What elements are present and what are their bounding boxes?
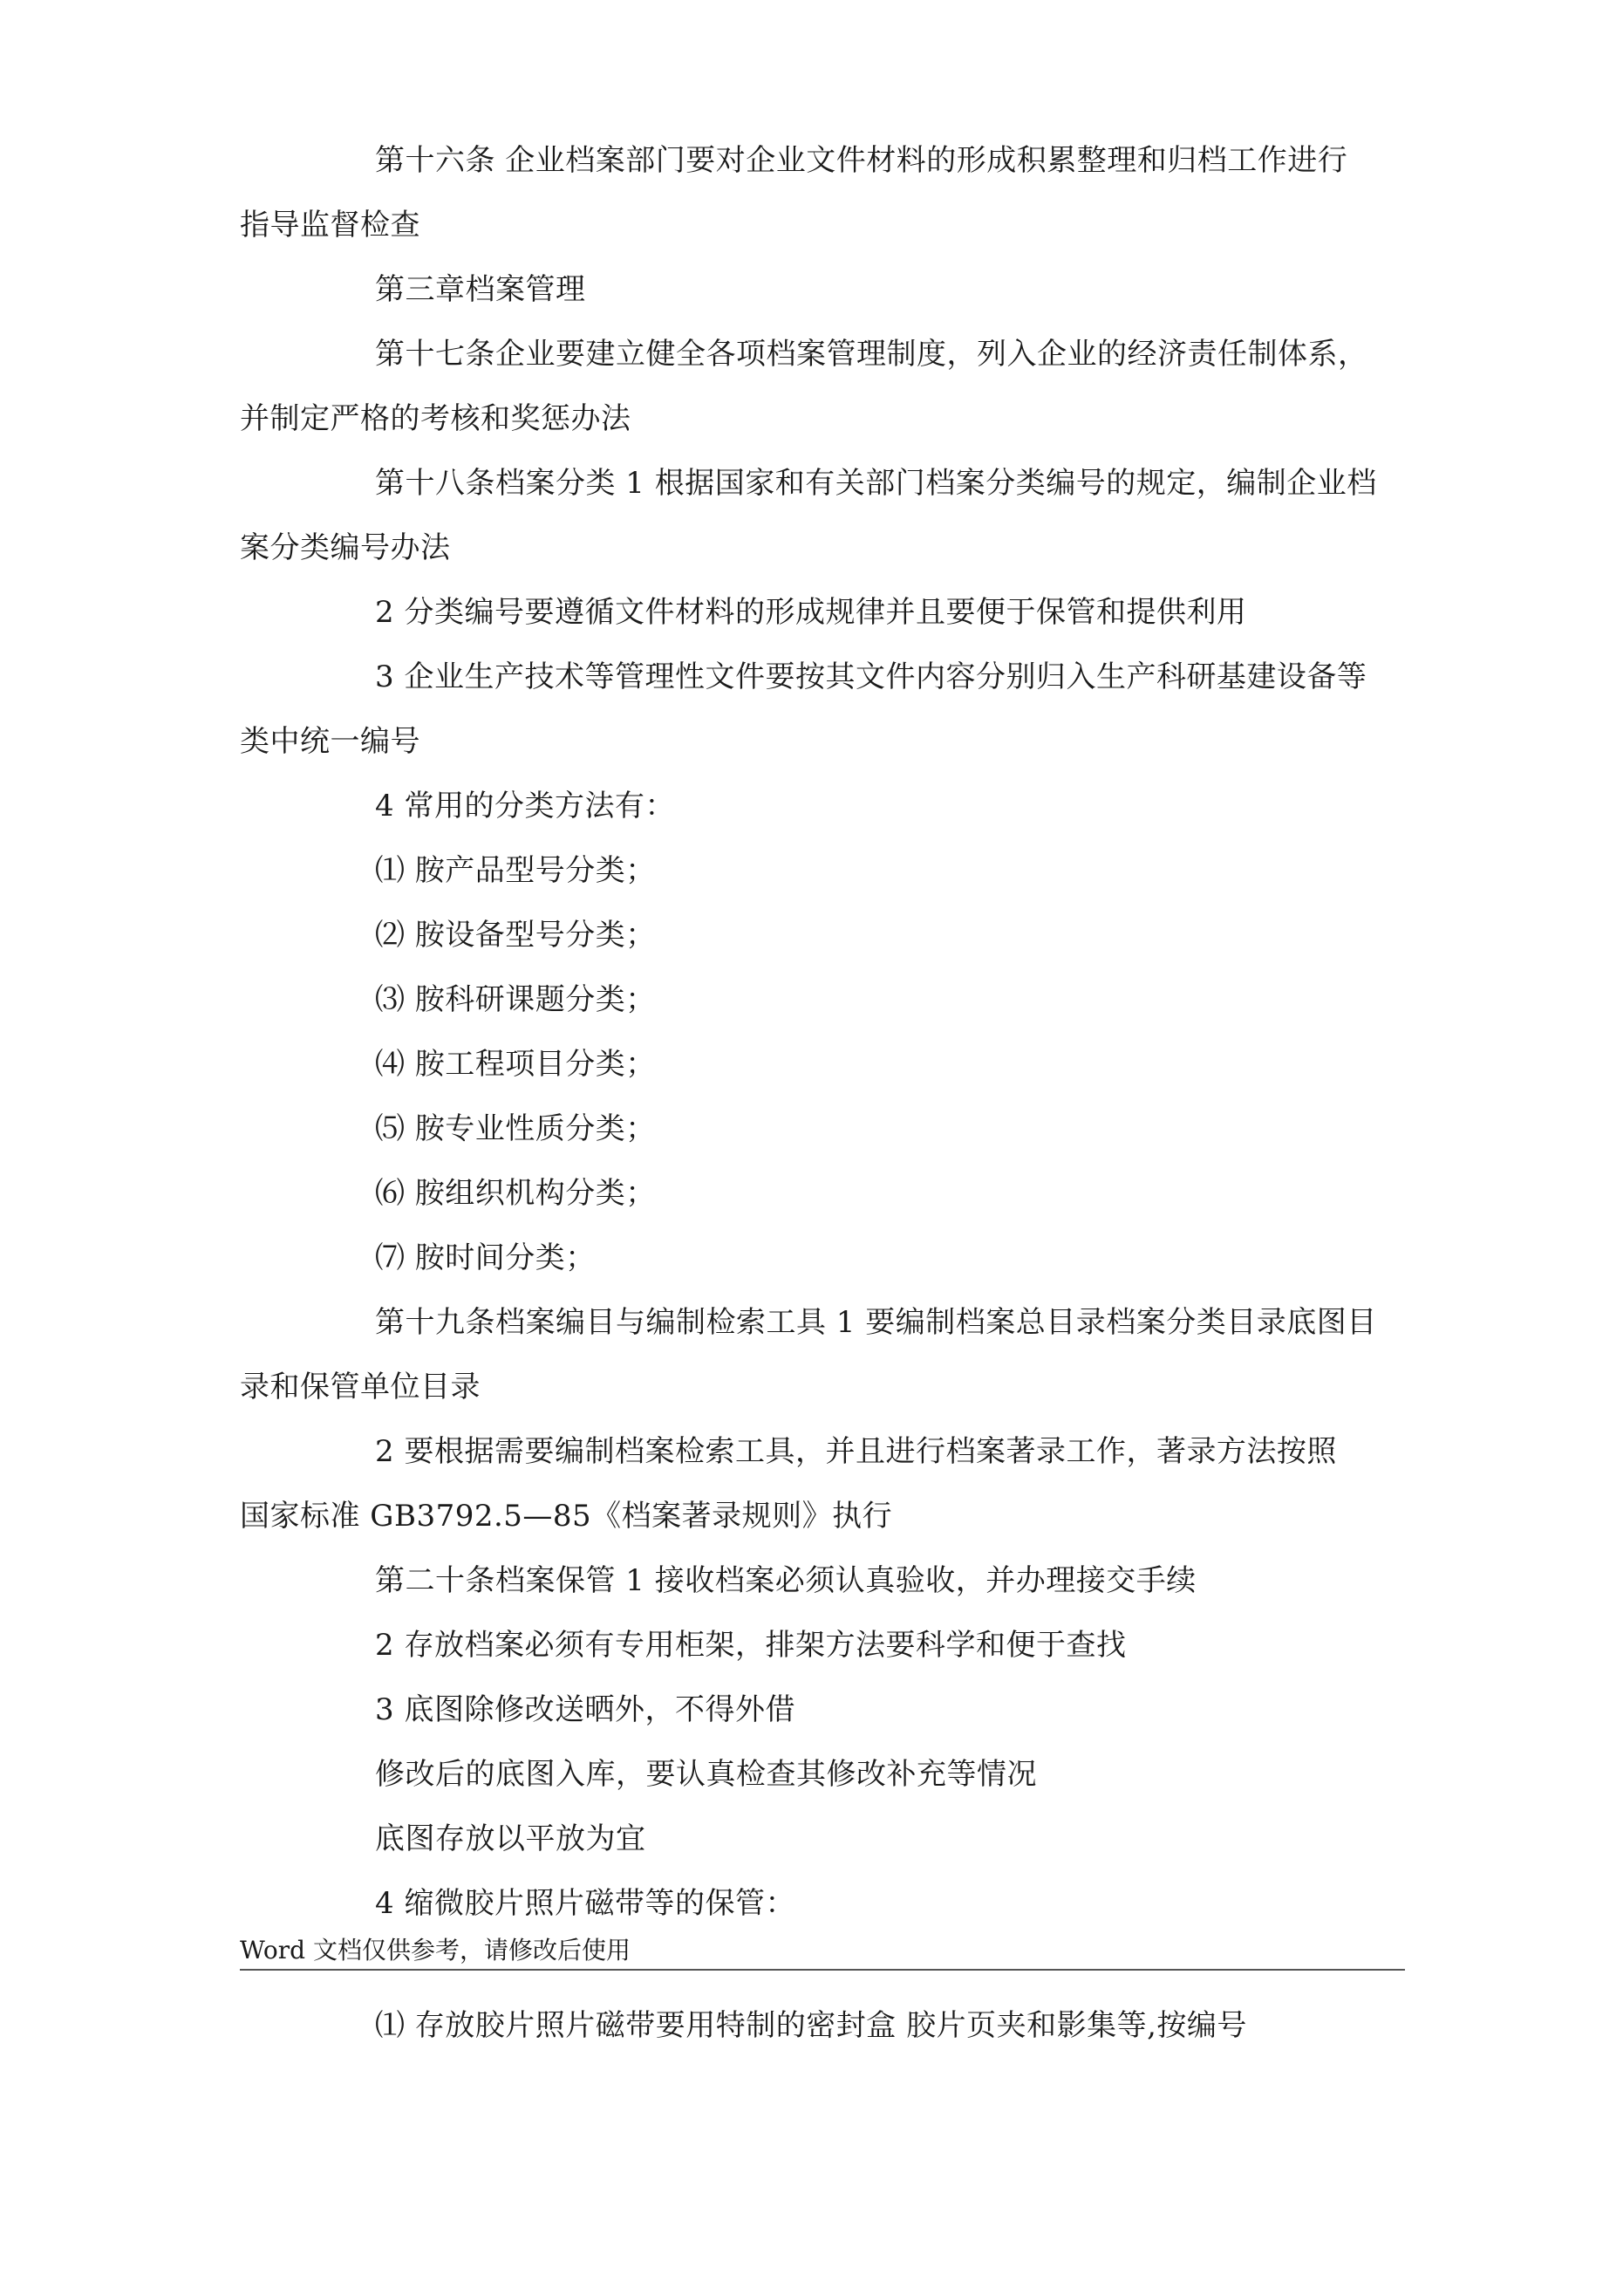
text-line: 类中统一编号 — [240, 724, 420, 759]
list-item: ⑷ 胺工程项目分类； — [375, 1047, 656, 1082]
text-line: 第十七条企业要建立健全各项档案管理制度，列入企业的经济责任制体系， — [375, 337, 1368, 372]
text-line: 4 常用的分类方法有： — [375, 789, 675, 823]
text-line: 国家标准 GB3792.5—85《档案著录规则》执行 — [240, 1499, 893, 1534]
text-line: 3 底图除修改送晒外，不得外借 — [375, 1692, 795, 1727]
section-heading: 第三章档案管理 — [375, 272, 586, 307]
text-line: 录和保管单位目录 — [240, 1370, 481, 1404]
list-item: ⑹ 胺组织机构分类； — [375, 1176, 656, 1211]
text-line: 底图存放以平放为宜 — [375, 1821, 646, 1856]
list-item: ⑶ 胺科研课题分类； — [375, 982, 656, 1017]
text-line: 并制定严格的考核和奖惩办法 — [240, 401, 631, 436]
text-line: 第十九条档案编目与编制检索工具 1 要编制档案总目录档案分类目录底图目 — [375, 1305, 1377, 1340]
list-item: ⑴ 胺产品型号分类； — [375, 853, 656, 888]
text-line: 第十六条 企业档案部门要对企业文件材料的形成积累整理和归档工作进行 — [375, 143, 1348, 178]
page-footer: Word 文档仅供参考，请修改后使用 — [240, 1936, 631, 1965]
text-line: 2 分类编号要遵循文件材料的形成规律并且要便于保管和提供利用 — [375, 595, 1247, 630]
list-item: ⑸ 胺专业性质分类； — [375, 1111, 656, 1146]
text-line: 第十八条档案分类 1 根据国家和有关部门档案分类编号的规定，编制企业档 — [375, 466, 1377, 501]
text-line: 指导监督检查 — [240, 208, 420, 243]
footer-divider — [240, 1969, 1405, 1971]
list-item: ⑵ 胺设备型号分类； — [375, 918, 656, 953]
text-line: 案分类编号办法 — [240, 530, 451, 565]
list-item: ⑺ 胺时间分类； — [375, 1240, 596, 1275]
text-line: ⑴ 存放胶片照片磁带要用特制的密封盒 胶片页夹和影集等,按编号 — [375, 2008, 1247, 2043]
text-line: 2 要根据需要编制档案检索工具，并且进行档案著录工作，著录方法按照 — [375, 1434, 1337, 1469]
text-line: 修改后的底图入库，要认真检查其修改补充等情况 — [375, 1757, 1037, 1792]
text-line: 2 存放档案必须有专用柜架，排架方法要科学和便于查找 — [375, 1628, 1127, 1663]
text-line: 3 企业生产技术等管理性文件要按其文件内容分别归入生产科研基建设备等 — [375, 659, 1367, 694]
text-line: 4 缩微胶片照片磁带等的保管： — [375, 1886, 795, 1921]
text-line: 第二十条档案保管 1 接收档案必须认真验收，并办理接交手续 — [375, 1563, 1197, 1598]
